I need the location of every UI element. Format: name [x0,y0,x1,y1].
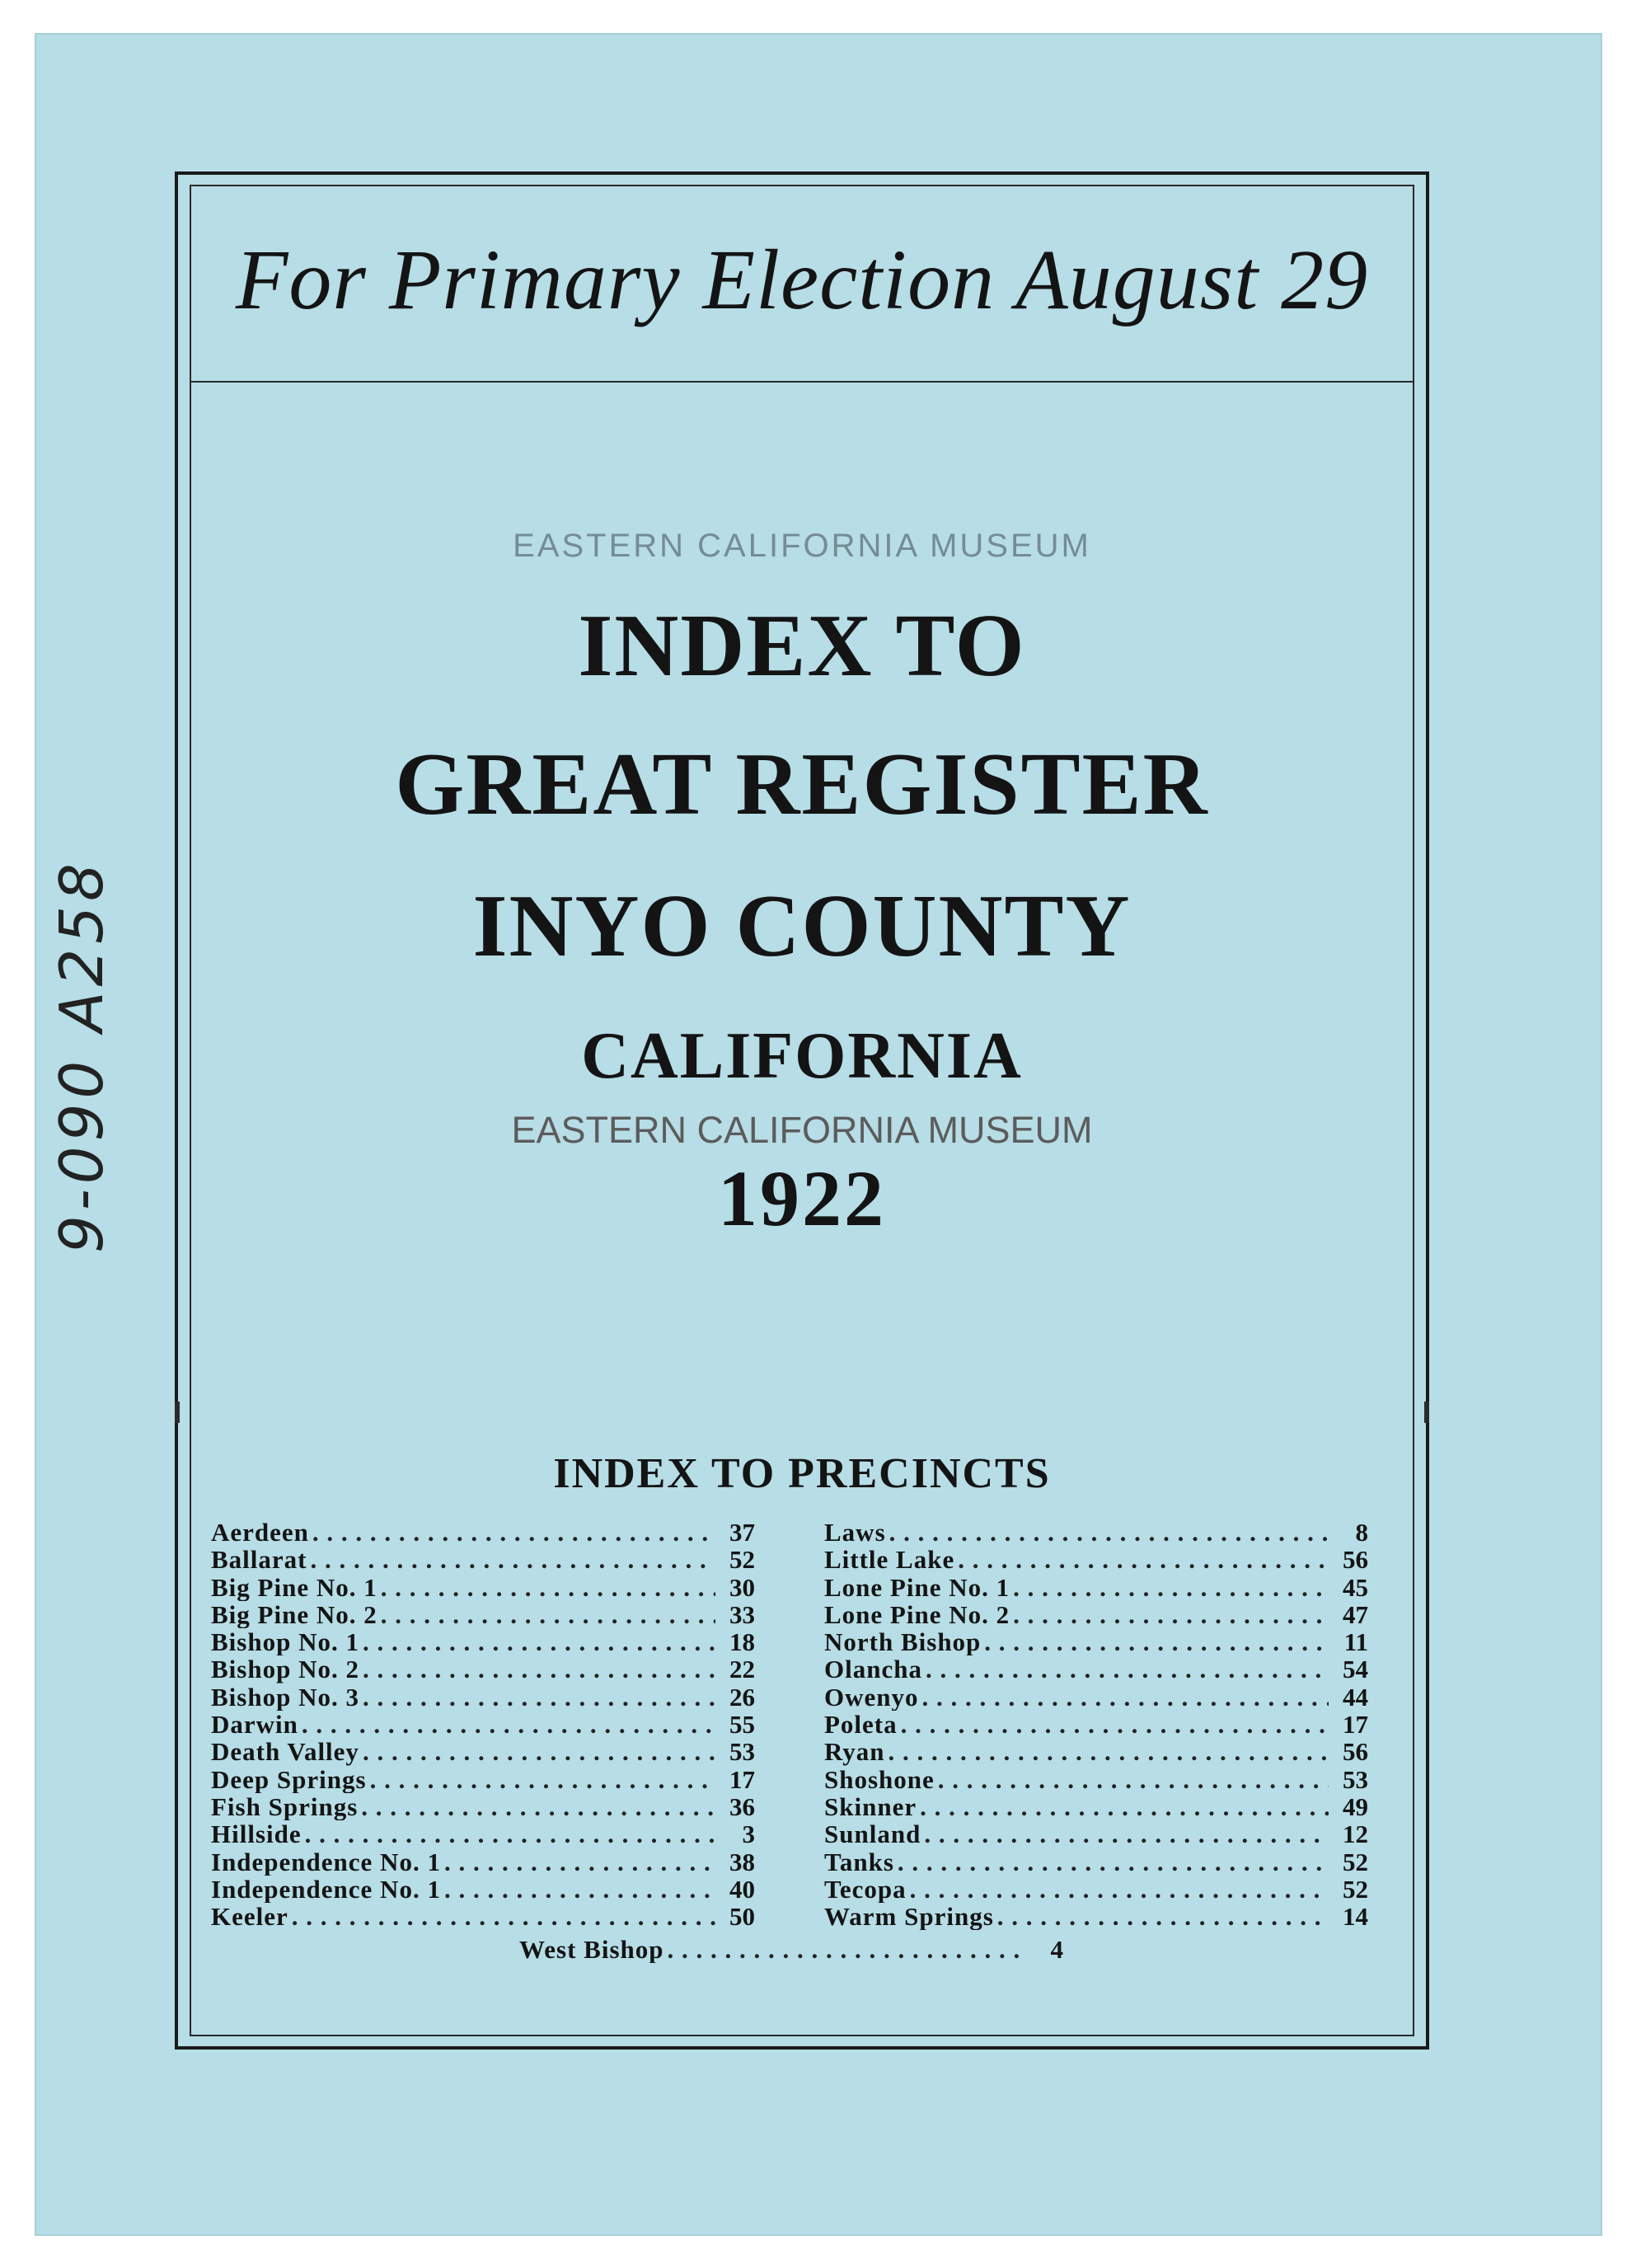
handwritten-catalog-number: 9-090 A258 [47,858,116,1253]
dot-leader [997,1903,1329,1930]
precinct-name: Hillside [211,1820,302,1848]
list-item [211,1711,755,1738]
list-item [824,1738,1368,1765]
precinct-page: 17 [1343,1711,1368,1739]
dot-leader [361,1793,715,1820]
dot-leader [668,1936,1024,1963]
precinct-page: 33 [729,1600,755,1629]
precinct-page: 12 [1343,1820,1368,1848]
precinct-page: 53 [1343,1765,1368,1793]
precinct-page: 47 [1343,1600,1368,1629]
museum-stamp: EASTERN CALIFORNIA MUSEUM [513,528,1091,564]
dot-leader [889,1738,1329,1765]
list-item [211,1793,755,1820]
list-item [519,1936,1063,1963]
list-item [211,1848,755,1876]
dot-leader [370,1766,715,1793]
list-item [211,1683,755,1711]
dot-leader [305,1820,715,1848]
precinct-name: Darwin [211,1711,298,1739]
list-item [211,1738,755,1765]
dot-leader [444,1848,715,1876]
dot-leader [363,1683,715,1711]
precinct-list-left [211,1519,755,1930]
precinct-list-right [824,1519,1368,1930]
precinct-page: 50 [729,1903,755,1931]
dot-leader [898,1848,1329,1876]
list-item [211,1655,755,1683]
dot-leader [363,1628,715,1655]
dot-leader [889,1519,1329,1546]
dot-leader [1013,1574,1329,1601]
precinct-name: Ballarat [211,1546,307,1574]
dot-leader [292,1903,715,1930]
precinct-name: Poleta [824,1711,898,1739]
precinct-page: 45 [1343,1573,1368,1601]
precinct-page: 40 [729,1875,755,1904]
list-item [211,1903,755,1930]
list-item [824,1655,1368,1683]
precinct-name: Big Pine No. 2 [211,1600,377,1629]
precinct-name: Ryan [824,1738,885,1766]
precinct-name: Bishop No. 1 [211,1628,359,1656]
list-item [824,1820,1368,1848]
precinct-page: 56 [1343,1738,1368,1766]
precinct-name: West Bishop [519,1936,664,1964]
precinct-name: Big Pine No. 1 [211,1573,377,1601]
precinct-name: Deep Springs [211,1765,367,1793]
precinct-name: Aerdeen [211,1519,309,1547]
precinct-page: 26 [729,1683,755,1712]
precinct-page: 36 [729,1792,755,1821]
dot-leader [1013,1601,1329,1628]
precinct-page: 14 [1343,1903,1368,1931]
precinct-page: 3 [742,1820,755,1848]
precinct-page: 38 [729,1848,755,1876]
title-line-2: GREAT REGISTER [395,735,1209,833]
dot-leader [924,1820,1329,1848]
list-item [824,1628,1368,1655]
dot-leader [926,1655,1329,1683]
list-item [824,1683,1368,1711]
precinct-page: 44 [1343,1683,1368,1712]
precinct-name: Bishop No. 3 [211,1683,359,1712]
list-item [211,1601,755,1628]
list-item [211,1546,755,1573]
dot-leader [311,1546,716,1573]
precincts-heading: INDEX TO PRECINCTS [553,1450,1051,1497]
dot-leader [444,1876,715,1903]
list-item [824,1546,1368,1573]
dot-leader [901,1711,1329,1738]
precinct-name: Independence No. 1 [211,1875,441,1904]
header-rule [191,381,1413,383]
precinct-page: 54 [1343,1655,1368,1683]
list-item [211,1766,755,1793]
precinct-page: 18 [729,1628,755,1656]
dot-leader [381,1574,715,1601]
list-item [824,1876,1368,1903]
precinct-page: 11 [1343,1628,1368,1656]
list-item [824,1601,1368,1628]
precinct-name: North Bishop [824,1628,982,1656]
precinct-page: 4 [1050,1936,1063,1964]
precinct-page: 17 [729,1765,755,1793]
dot-leader [938,1766,1329,1793]
precinct-page: 8 [1355,1519,1368,1547]
precinct-page: 55 [729,1711,755,1739]
precinct-page: 37 [729,1519,755,1547]
precinct-page: 52 [729,1546,755,1574]
border-notch-right [1424,1402,1429,1423]
list-item [824,1711,1368,1738]
dot-leader [920,1793,1329,1820]
dot-leader [363,1738,715,1765]
precinct-name: Tecopa [824,1875,907,1904]
title-line-1: INDEX TO [578,597,1026,695]
precinct-page: 49 [1343,1792,1368,1821]
precinct-name: Death Valley [211,1738,359,1766]
precinct-name: Shoshone [824,1765,935,1793]
list-item [211,1820,755,1848]
list-item [211,1574,755,1601]
border-notch-left [175,1402,180,1423]
list-item [824,1793,1368,1820]
precinct-name: Independence No. 1 [211,1848,441,1876]
precinct-name: Skinner [824,1792,917,1821]
precinct-center-entry [519,1936,1063,1963]
precinct-name: Bishop No. 2 [211,1655,359,1683]
museum-watermark: EASTERN CALIFORNIA MUSEUM [511,1109,1093,1151]
list-item [824,1574,1368,1601]
dot-leader [910,1876,1329,1903]
list-item [211,1876,755,1903]
precinct-page: 52 [1343,1875,1368,1904]
precinct-name: Lone Pine No. 2 [824,1600,1010,1629]
precinct-name: Tanks [824,1848,894,1876]
dot-leader [302,1711,715,1738]
dot-leader [381,1601,715,1628]
list-item [824,1903,1368,1930]
list-item [824,1519,1368,1546]
precinct-name: Keeler [211,1903,288,1931]
precinct-page: 52 [1343,1848,1368,1876]
dot-leader [984,1628,1329,1655]
precinct-name: Laws [824,1519,886,1547]
list-item [211,1628,755,1655]
election-header: For Primary Election August 29 [235,232,1369,327]
year-title: 1922 [718,1154,886,1242]
dot-leader [922,1683,1329,1711]
list-item [211,1519,755,1546]
precinct-name: Lone Pine No. 1 [824,1573,1010,1601]
precinct-page: 30 [729,1573,755,1601]
precinct-name: Little Lake [824,1546,955,1574]
precinct-name: Olancha [824,1655,922,1683]
precinct-page: 22 [729,1655,755,1683]
state-title: CALIFORNIA [581,1020,1023,1092]
precinct-name: Sunland [824,1820,921,1848]
list-item [824,1848,1368,1876]
precinct-name: Owenyo [824,1683,919,1712]
dot-leader [312,1519,715,1546]
precinct-page: 53 [729,1738,755,1766]
precinct-page: 56 [1343,1546,1368,1574]
precinct-name: Warm Springs [824,1903,994,1931]
list-item [824,1766,1368,1793]
dot-leader [363,1655,715,1683]
precinct-name: Fish Springs [211,1792,359,1821]
dot-leader [958,1546,1329,1573]
title-line-3: INYO COUNTY [472,877,1132,975]
